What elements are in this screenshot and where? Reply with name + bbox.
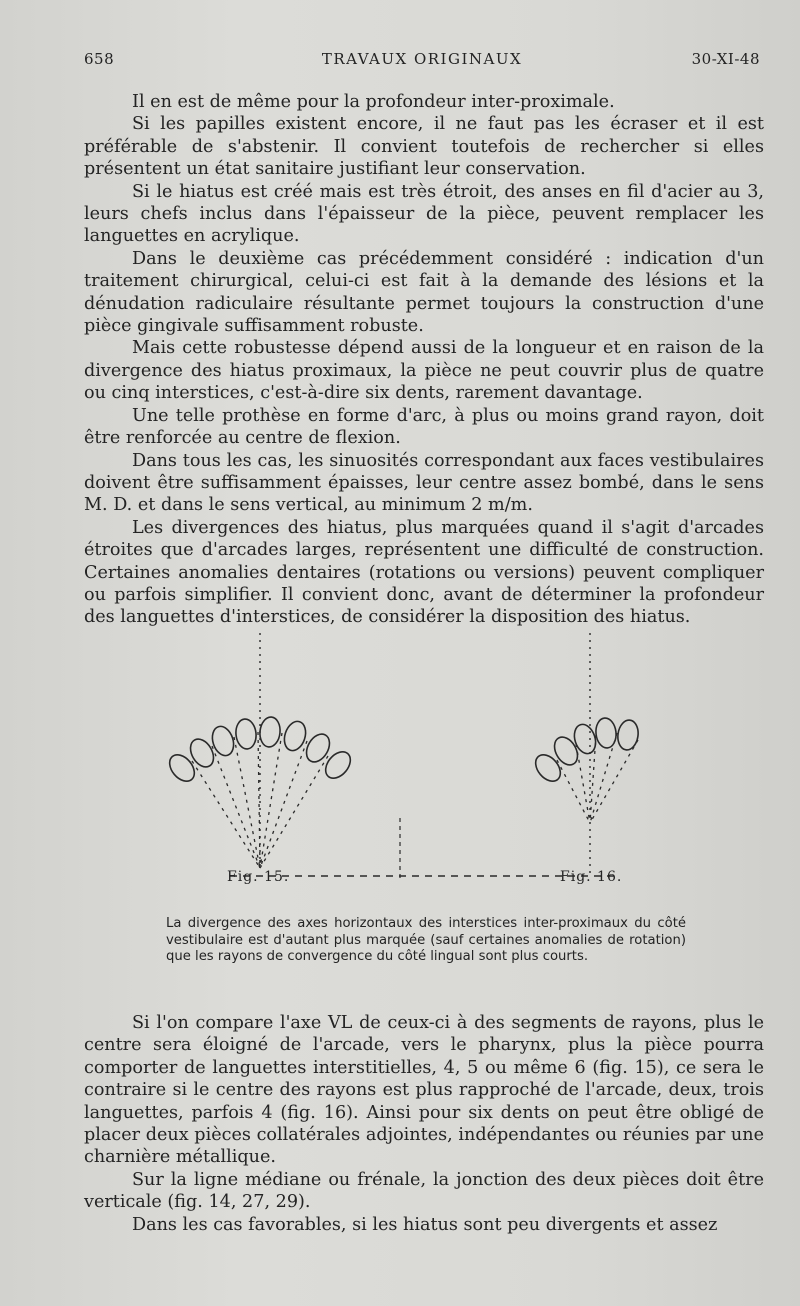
running-title: TRAVAUX ORIGINAUX — [321, 50, 523, 68]
paragraph: Il en est de même pour la profondeur inter-proximale. — [132, 92, 615, 112]
paragraph: Si les papilles existent encore, il ne faut pas les écraser et il est préférable de s'abstenir. Il convient toutefois de rechercher si elles présentent un état sanitaire justifiant leur conservation. — [84, 114, 764, 180]
paragraph: Une telle prothèse en forme d'arc, à plus ou moins grand rayon, doit être renforcée au centre de flexion. — [84, 405, 764, 449]
running-head — [84, 50, 760, 72]
fig16-label: Fig. 16. — [560, 869, 623, 885]
paragraph: Dans les cas favorables, si les hiatus sont peu divergents et assez — [132, 1214, 718, 1235]
paragraph: Dans tous les cas, les sinuosités correspondant aux faces vestibulaires doivent être suffisamment épaisses, leur centre assez bombé, dans le sens M. D. et dans le sens vertical, au minimum 2 m/m. — [84, 450, 764, 516]
fig15-label: Fig. 15. — [227, 869, 290, 885]
paragraph: Mais cette robustesse dépend aussi de la longueur et en raison de la divergence des hiatus proximaux, la pièce ne peut couvrir plus de quatre ou cinq interstices, c'est-à-dire six dents, rarement davantage. — [84, 338, 764, 404]
paragraph: Les divergences des hiatus, plus marquées quand il s'agit d'arcades étroites que d'arcades larges, représentent une difficulté de construction. Certaines anomalies dentaires (rotations ou versions) peuvent compliquer ou parfois simplifier. Il convient donc, avant de déterminer la profondeur des languettes d'interstices, de considérer la disposition des hiatus. — [84, 517, 764, 628]
fig16-drawing — [531, 633, 640, 878]
fig15-drawing — [165, 633, 356, 868]
page-number: 658 — [84, 50, 115, 68]
body-text-top — [84, 91, 764, 629]
figure-caption — [166, 916, 686, 966]
paragraph: Sur la ligne médiane ou frénale, la jonction des deux pièces doit être verticale (fig. 14, 27, 29). — [84, 1169, 764, 1213]
page-date: 30-XI-48 — [691, 50, 760, 68]
paragraph: Si le hiatus est créé mais est très étroit, des anses en fil d'acier au 3, leurs chefs inclus dans l'épaisseur de la pièce, peuvent remplacer les languettes en acrylique. — [84, 181, 764, 247]
paragraph: Si l'on compare l'axe VL de ceux-ci à des segments de rayons, plus le centre sera éloigné de l'arcade, vers le pharynx, plus la pièce pourra comporter de languettes interstitielles, 4, 5 ou même 6 (fig. 15), ce sera le contraire si le centre des rayons est plus rapproché de l'arcade, deux, trois languettes, parfois 4 (fig. 16). Ainsi pour six dents on peut être obligé de placer deux pièces collatérales adjointes, indépendantes ou réunies par une charnière métallique. — [84, 1013, 764, 1168]
body-text-bottom — [84, 1012, 764, 1236]
caption-text: La divergence des axes horizontaux des interstices inter-proximaux du côté vestibulaire est d'autant plus marquée (sauf certaines anomalies de rotation) que les rayons de convergence du côté lingual sont plus courts. — [166, 916, 686, 964]
paragraph: Dans le deuxième cas précédemment considéré : indication d'un traitement chirurgical, celui-ci est fait à la demande des lésions et la dénudation radiculaire résultante permet toujours la construction d'une pièce gingivale suffisamment robuste. — [84, 248, 764, 337]
figures-15-16-diagram — [150, 628, 650, 888]
